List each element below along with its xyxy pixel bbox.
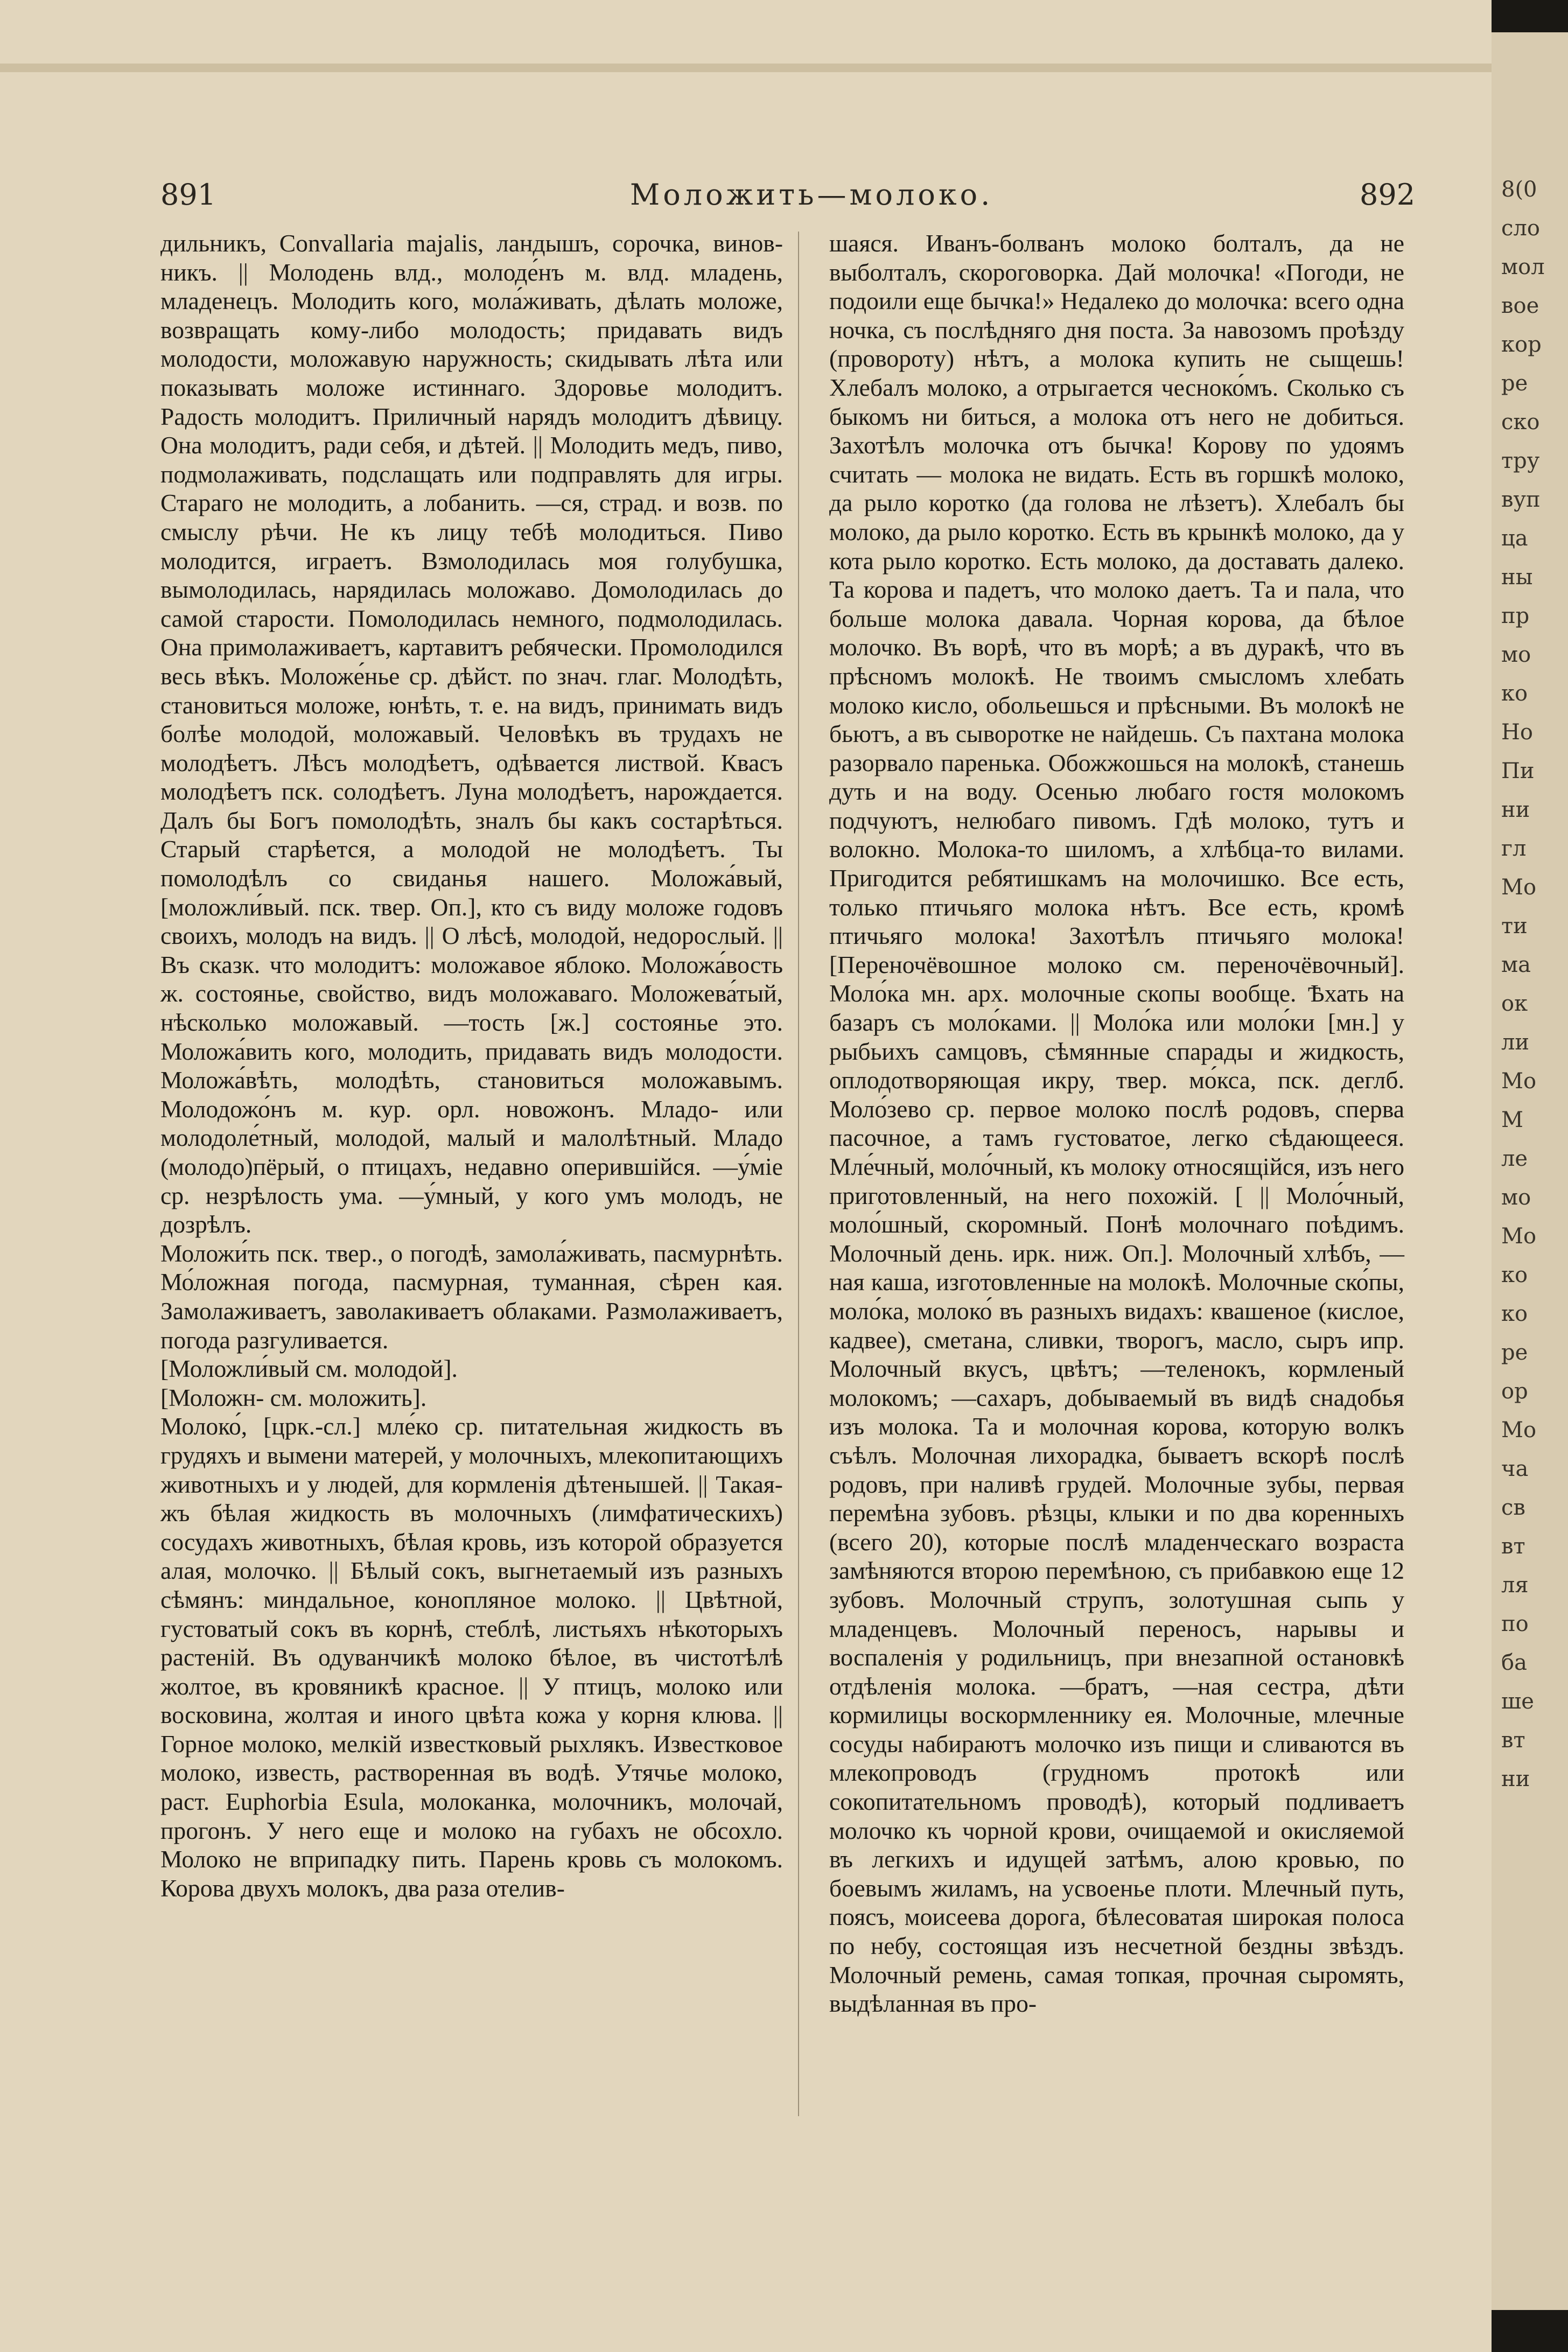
entry-molodit: дильникъ, Convallaria majalis, ландышъ, сорочка, виновникъ. || Молодень влд., молоде́нъ м. влд. младень, младенецъ. Молодить кого, мола́живать, дѣлать моложе, возвращать кому-либо молодость; придавать видъ молодости, моложавую наружность; скидывать лѣта или показывать моложе истиннаго. Здоровье молодитъ. Радость молодитъ. Приличный нарядъ молодитъ дѣвицу. Она молодитъ, ради себя, и дѣтей. || Молодить медъ, пиво, подмолаживать, подслащать или подправлять для игры. Стараго не молодить, а лобанить. —ся, страд. и возв. по смыслу рѣчи. Не къ лицу тебѣ молодиться. Пиво молодится, играетъ. Взмолодилась моя голубушка, вымолодилась, нарядилась моложаво. Домолодилась до самой старости. Помолодилась немного, подмолодилась. Она примолаживаетъ, картавитъ ребячески. Промолодился весь вѣкъ. Моложе́нье ср. дѣйст. по знач. глаг. Молодѣть, становиться моложе, юнѣть, т. е. на видъ, принимать видъ болѣе молодой, моложавый. Человѣкъ въ трудахъ не молодѣетъ. Лѣсъ молодѣетъ, одѣвается листвой. Квасъ молодѣетъ пск. солодѣетъ. Луна молодѣетъ, нарождается. Далъ бы Богъ помолодѣть, зналъ бы какъ состарѣться. Старый старѣется, а молодой не молодѣетъ. Ты помолодѣлъ со свиданья нашего. Моложа́вый, [моложли́вый. пск. твер. Оп.], кто съ виду моложе годовъ своихъ, молодъ на видъ. || О лѣсѣ, молодой, недорослый. || Въ сказк. что молодитъ: моложавое яблоко. Моложа́вость ж. состоянье, свойство, видъ моложаваго. Моложева́тый, нѣсколько моложавый. —тость [ж.] состоянье это. Моложа́вить кого, молодить, придавать видъ молодости. Моложа́вѣть, молодѣть, становиться моложавымъ. Молодожо́нъ м. кур. орл. новожонъ. Младо- или молодоле́тный, молодой, малый и малолѣтный. Младо (молодо)пёрый, о птицахъ, недавно оперившійся. —у́міе ср. незрѣлость ума. —у́мный, у кого умъ молодъ, не дозрѣлъ. — [160, 229, 783, 1238]
entry-moloko: Молоко́, [црк.-сл.] мле́ко ср. питательная жидкость въ грудяхъ и вымени матерей, у молочныхъ, млекопитающихъ животныхъ и у людей, для кормленія дѣтенышей. || Такая-жъ бѣлая жидкость въ молочныхъ (лимфатическихъ) сосудахъ животныхъ, бѣлая кровь, изъ которой образуется алая, молочко. || Бѣлый сокъ, выгнетаемый изъ разныхъ сѣмянъ: миндальное, конопляное молоко. || Цвѣтной, густоватый сокъ въ корнѣ, стеблѣ, листьяхъ нѣкоторыхъ растеній. Въ одуванчикѣ молоко бѣлое, въ чистотѣлѣ жолтое, въ кровяникѣ красное. || У птицъ, молоко или восковина, жолтая и иного цвѣта кожа у корня клюва. || Горное молоко, мелкій известковый рыхлякъ. Известковое молоко, известь, растворенная въ водѣ. Утячье молоко, раст. Euphorbia Esula, молоканка, молочникъ, молочай, прогонъ. У него еще и молоко на губахъ не обсохло. Молоко не вприпадку пить. Парень кровь съ молокомъ. Корова двухъ молокъ, два раза отелив- — [160, 1412, 783, 1902]
adjacent-page-fragment: вое — [1501, 293, 1539, 318]
adjacent-page-fragment: пр — [1501, 604, 1530, 628]
adjacent-page-fragment: Мо — [1501, 875, 1537, 900]
adjacent-page-fragment: ля — [1501, 1573, 1529, 1598]
page-number-right: 892 — [1360, 178, 1416, 212]
adjacent-page-fragment: ни — [1501, 797, 1530, 822]
running-title: Моложить—молоко. — [630, 178, 993, 212]
adjacent-page-fragment: ор — [1501, 1379, 1528, 1404]
adjacent-page-fragment: вт — [1501, 1728, 1525, 1753]
adjacent-page-fragment: ко — [1501, 681, 1528, 706]
left-column — [160, 229, 783, 1902]
adjacent-page-fragment: Но — [1501, 720, 1533, 745]
adjacent-page-fragment: ко — [1501, 1263, 1528, 1287]
adjacent-page-fragment: ре — [1501, 371, 1528, 396]
entry-molozhn: [Моложн- см. моложить]. — [160, 1383, 427, 1411]
adjacent-page-fragment: ок — [1501, 991, 1528, 1016]
column-divider — [798, 232, 799, 2116]
adjacent-page-fragment: ко — [1501, 1301, 1528, 1326]
adjacent-page-fragment: ца — [1501, 526, 1528, 551]
adjacent-page-fragment: Пи — [1501, 759, 1535, 783]
adjacent-page-fragment: ма — [1501, 953, 1531, 977]
adjacent-page-fragment: Мо — [1501, 1418, 1537, 1443]
adjacent-page-fragment: ны — [1501, 565, 1533, 590]
adjacent-page-fragment: гл — [1501, 836, 1527, 861]
adjacent-page-fragment: ни — [1501, 1767, 1530, 1791]
adjacent-page-fragment: ча — [1501, 1457, 1529, 1481]
adjacent-page-fragment: Мо — [1501, 1224, 1537, 1249]
adjacent-page-fragment: мо — [1501, 1185, 1531, 1210]
adjacent-page-edge — [1492, 32, 1568, 2310]
adjacent-page-fragment: вуп — [1501, 487, 1541, 512]
adjacent-page-fragment: мо — [1501, 642, 1531, 667]
adjacent-page-fragment: М — [1501, 1108, 1523, 1132]
adjacent-page-fragment: тру — [1501, 449, 1540, 473]
adjacent-page-fragment: ле — [1501, 1146, 1528, 1171]
adjacent-page-fragment: ше — [1501, 1689, 1534, 1714]
adjacent-page-fragment: ско — [1501, 410, 1540, 435]
adjacent-page-fragment: ре — [1501, 1340, 1528, 1365]
adjacent-page-fragment: кор — [1501, 332, 1542, 357]
page-top-shadow — [0, 64, 1492, 72]
page-number-left: 891 — [160, 178, 216, 212]
adjacent-page-fragment: св — [1501, 1495, 1525, 1520]
entry-molozhit: Моложи́ть пск. твер., о погодѣ, замола́живать, пасмурнѣть. Мо́ложная погода, пасмурная, туманная, сѣрен кая. Замолаживаетъ, заволакиваетъ облаками. Размолаживаетъ, погода разгуливается. — [160, 1239, 783, 1354]
adjacent-page-fragment: мол — [1501, 255, 1545, 279]
adjacent-page-fragment: вт — [1501, 1534, 1525, 1559]
adjacent-page-fragment: сло — [1501, 216, 1540, 241]
adjacent-page-fragment: ба — [1501, 1650, 1527, 1675]
entry-moloko-continued: шаяся. Иванъ-болванъ молоко болталъ, да не выболталъ, скороговорка. Дай молочка! «Погоди, не подоили еще бычка!» Недалеко до молочка: всего одна ночка, съ послѣдняго дня поста. За навозомъ проѣзду (проворотy) нѣтъ, а молока купить не сыщешь! Хлебалъ молоко, а отрыгается чесноко́мъ. Сколько съ быкомъ ни биться, а молока отъ него не добиться. Захотѣлъ молочка отъ бычка! Корову по удоямъ считать — молока не видать. Есть въ горшкѣ молоко, да рыло коротко (да голова не лѣзетъ). Хлебалъ бы молоко, да рыло коротко. Есть въ крынкѣ молоко, да у кота рыло коротко. Есть молоко, да доставать далеко. Та корова и падетъ, что молоко даетъ. Та и пала, что больше молока давала. Чорная корова, да бѣлое молочко. Въ ворѣ, что въ морѣ; а въ дуракѣ, что въ прѣсномъ молокѣ. Не твоимъ смысломъ хлебать молоко кисло, обольешься и прѣсными. Въ молокѣ не бьютъ, а въ сыворотке не найдешь. Съ пахтана молока разорвало паренька. Обожжошься на молокѣ, станешь дуть и на воду. Осенью любаго гостя молокомъ подчуютъ, нелюбаго пивомъ. Гдѣ молоко, тутъ и волокно. Молока-то шиломъ, а хлѣбца-то вилами. Пригодится ребятишкамъ на молочишко. Все есть, только птичьяго молока нѣтъ. Все есть, кромѣ птичьяго молока! Захотѣлъ птичьяго молока! [Переночёвошное молоко см. переночёвочный]. Моло́ка мн. арх. молочные скопы вообще. Ѣхать на базаръ съ моло́ками. || Моло́ка или моло́ки [мн.] у рыбьихъ самцовъ, сѣмянные спарады и жидкость, оплодотворяющая икру, твер. мо́кса, пск. деглб. Моло́зево ср. первое молоко послѣ родовъ, сперва пасочное, а тамъ густоватое, легко сѣдающееся. Мле́чный, моло́чный, къ молоку относящійся, изъ него приготовленный, на него похожій. [ || Моло́чный, моло́шный, скоромный. Понѣ молочнаго поѣдимъ. Молочный день. ирк. ниж. Оп.]. Молочный хлѣбъ, —ная каша, изготовленные на молокѣ. Молочные ско́пы, моло́ка, молоко́ въ разныхъ видахъ: квашеное (кислое, кадвее), сметана, сливки, творогъ, масло, сыръ ипр. Молочный вкусъ, цвѣтъ; —теленокъ, кормленый молокомъ; —сахаръ, добываемый въ видѣ снадобья изъ молока. Та и молочная корова, которую волкъ съѣлъ. Молочная лихорадка, бываетъ вскорѣ послѣ родовъ, при наливѣ грудей. Молочные зубы, первая перемѣна зубовъ. рѣзцы, клыки и по два коренныхъ (всего 20), которые послѣ младенческаго возраста замѣняются второю перемѣною, съ прибавкою еще 12 зубовъ. Молочный струпъ, золотушная сыпь у младенцевъ. Молочный переносъ, нарывы и воспаленія у родильницъ, при внезапной остановкѣ отдѣленія молока. —братъ, —ная сестра, дѣти кормилицы воскормленнику ея. Молочные, млечные сосуды набираютъ молочко изъ пищи и сливаются въ млекопроводъ (грудномъ протокѣ или сокопитательномъ проводѣ), который подливаетъ молочко къ чорной крови, очищаемой и окисляемой въ легкихъ и идущей затѣмъ, алою кровью, по боевымъ жиламъ, на усвоенье плоти. Млечный путь, поясъ, моисеева дорога, бѣлесоватая широкая полоса по небу, состоящая изъ несчетной бездны звѣздъ. Молочный ремень, самая топкая, прочная сыромять, выдѣланная въ про- — [829, 229, 1404, 2018]
adjacent-page-fragment: Мо — [1501, 1069, 1537, 1094]
adjacent-page-fragment: ли — [1501, 1030, 1530, 1055]
entry-molozhlivy: [Моложли́вый см. молодой]. — [160, 1355, 458, 1383]
right-column — [829, 229, 1404, 2018]
adjacent-page-fragment: ти — [1501, 914, 1528, 939]
adjacent-page-fragment: 8(0 — [1501, 177, 1537, 202]
running-header — [0, 178, 1492, 221]
adjacent-page-fragment: по — [1501, 1612, 1529, 1636]
